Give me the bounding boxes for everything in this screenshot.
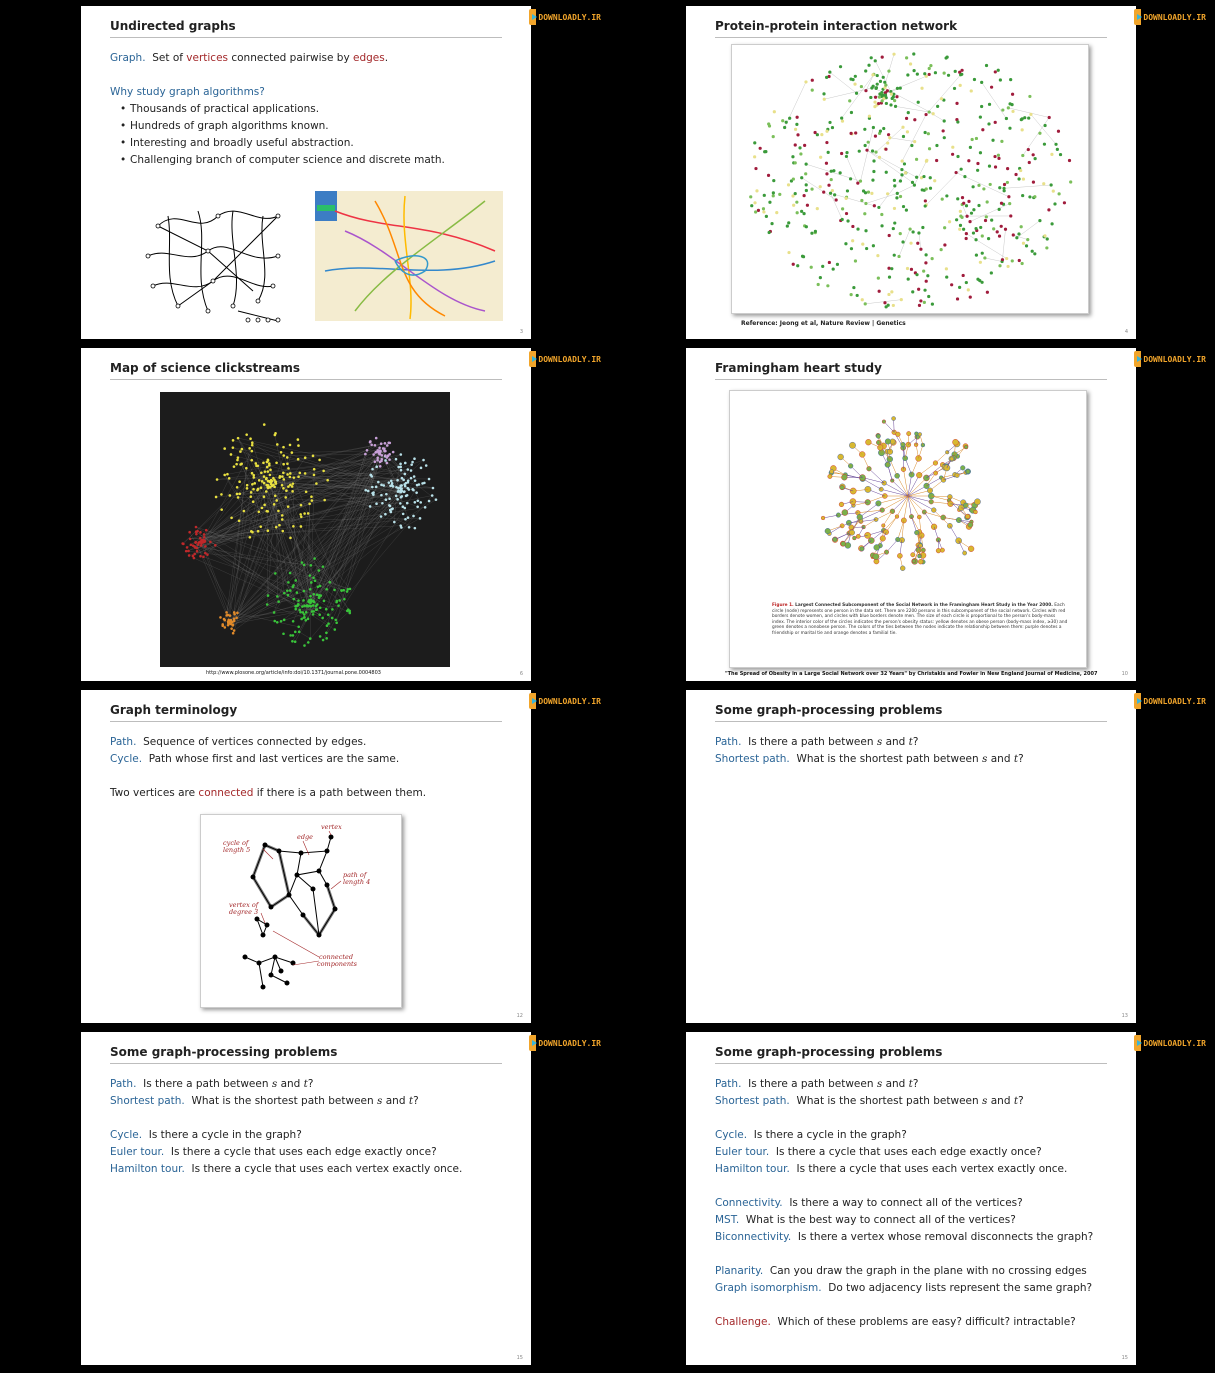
svg-text:path of: path of bbox=[343, 871, 367, 879]
problem-line: MST. What is the best way to connect all of the vertices? bbox=[715, 1214, 1016, 1226]
slide-problems-2[interactable] bbox=[7, 1032, 603, 1365]
bullet-item: • Thousands of practical applications. bbox=[130, 103, 319, 115]
slide-title: Some graph-processing problems bbox=[715, 703, 1107, 722]
logo-icon bbox=[1134, 693, 1141, 709]
logo-icon bbox=[529, 693, 536, 709]
svg-text:cycle of: cycle of bbox=[223, 839, 249, 847]
slide-title: Some graph-processing problems bbox=[715, 1045, 1107, 1064]
graph-drawing bbox=[138, 196, 288, 326]
problem-line: Connectivity. Is there a way to connect all of the vertices? bbox=[715, 1197, 1023, 1209]
problem-line: Graph isomorphism. Do two adjacency lists represent the same graph? bbox=[715, 1282, 1093, 1294]
slide-title: Protein-protein interaction network bbox=[715, 19, 1107, 38]
left-border bbox=[612, 1032, 686, 1365]
source-url[interactable]: http://www.plosone.org/article/info:doi/10.1371/journal.pone.0004803 bbox=[206, 670, 381, 676]
slide-title: Map of science clickstreams bbox=[110, 361, 502, 380]
svg-text:length 4: length 4 bbox=[343, 878, 371, 886]
logo-icon bbox=[1134, 351, 1141, 367]
slide-science-clickstreams[interactable] bbox=[7, 348, 603, 681]
logo-icon bbox=[1134, 1035, 1141, 1051]
problem-line: Biconnectivity. Is there a vertex whose removal disconnects the graph? bbox=[715, 1231, 1094, 1243]
left-border bbox=[7, 690, 81, 1023]
graph-definition: Graph. Set of vertices connected pairwise by edges. bbox=[110, 52, 389, 64]
problem-line: Cycle. Is there a cycle in the graph? bbox=[110, 1129, 302, 1141]
left-border bbox=[612, 348, 686, 681]
left-border bbox=[7, 1032, 81, 1365]
svg-text:edge: edge bbox=[297, 833, 314, 841]
page-number: 3 bbox=[519, 329, 523, 335]
citation: "The Spread of Obesity in a Large Social Network over 32 Years" by Christakis and Fowler in New England Journal of Medicine, 2007 bbox=[725, 671, 1098, 677]
page-number: 15 bbox=[1121, 1355, 1128, 1361]
svg-text:vertex of: vertex of bbox=[229, 901, 259, 909]
right-border bbox=[1136, 348, 1208, 681]
page-number: 10 bbox=[1121, 671, 1128, 677]
problem-line: Shortest path. What is the shortest path between s and t? bbox=[110, 1095, 419, 1107]
left-border bbox=[7, 348, 81, 681]
left-border bbox=[612, 690, 686, 1023]
problem-line: Planarity. Can you draw the graph in the plane with no crossing edges bbox=[715, 1265, 1087, 1277]
problem-line: Euler tour. Is there a cycle that uses each edge exactly once? bbox=[715, 1146, 1042, 1158]
problem-line: Hamilton tour. Is there a cycle that uses each vertex exactly once. bbox=[110, 1163, 463, 1175]
downloadly-logo: DOWNLOADLY.IR bbox=[529, 693, 601, 709]
right-border bbox=[531, 348, 603, 681]
logo-icon bbox=[1134, 9, 1141, 25]
downloadly-logo: DOWNLOADLY.IR bbox=[529, 351, 601, 367]
right-border bbox=[531, 690, 603, 1023]
downloadly-logo: DOWNLOADLY.IR bbox=[1134, 351, 1206, 367]
slide-title: Graph terminology bbox=[110, 703, 502, 722]
question: Why study graph algorithms? bbox=[110, 86, 265, 98]
problem-line: Cycle. Is there a cycle in the graph? bbox=[715, 1129, 907, 1141]
right-border bbox=[1136, 1032, 1208, 1365]
page-number: 4 bbox=[1124, 329, 1128, 335]
problem-line: Path. Is there a path between s and t? bbox=[110, 1078, 314, 1090]
terminology-diagram bbox=[200, 814, 402, 1008]
page-number: 15 bbox=[516, 1355, 523, 1361]
right-border bbox=[1136, 690, 1208, 1023]
problem-line: Euler tour. Is there a cycle that uses each edge exactly once? bbox=[110, 1146, 437, 1158]
svg-text:length 5: length 5 bbox=[223, 846, 251, 854]
right-border bbox=[531, 1032, 603, 1365]
left-border bbox=[612, 6, 686, 339]
slide-title: Undirected graphs bbox=[110, 19, 502, 38]
slide-framingham[interactable] bbox=[612, 348, 1208, 681]
right-border bbox=[1136, 6, 1208, 339]
problem-line: Challenge. Which of these problems are easy? difficult? intractable? bbox=[715, 1316, 1076, 1328]
slide-title: Framingham heart study bbox=[715, 361, 1107, 380]
slide-problems-3[interactable] bbox=[612, 1032, 1208, 1365]
page-number: 12 bbox=[516, 1013, 523, 1019]
svg-text:connected: connected bbox=[319, 953, 354, 961]
svg-text:degree 3: degree 3 bbox=[229, 908, 259, 916]
framingham-figure bbox=[729, 390, 1087, 668]
svg-text:components: components bbox=[317, 960, 357, 968]
svg-text:vertex: vertex bbox=[321, 823, 342, 831]
metro-map bbox=[315, 191, 503, 321]
slide-problems-1[interactable] bbox=[612, 690, 1208, 1023]
downloadly-logo: DOWNLOADLY.IR bbox=[1134, 1035, 1206, 1051]
page-number: 6 bbox=[519, 671, 523, 677]
logo-icon bbox=[529, 351, 536, 367]
problem-line: Shortest path. What is the shortest path between s and t? bbox=[715, 753, 1024, 765]
figure-caption: Figure 1. Largest Connected Subcomponent of the Social Network in the Framingham Heart Study in the Year 2000. Each circle (node) represents one person in the data set. There are 2200 persons in this subcomponent of the social network. Circles with red borders denote women, and circles with blue borders denote men. The size of each circle is proportional to the person's body-mass index. The interior color of the circles indicates the person's obesity status: yellow denotes an obese person (body-mass index, ≥30) and green denotes a nonobese person. The colors of the ties between the nodes indicate the relationship between them: purple denotes a friendship or marital tie and orange denotes a familial tie. bbox=[772, 603, 1068, 636]
cycle-definition: Cycle. Path whose first and last vertices are the same. bbox=[110, 753, 400, 765]
clickstream-map-image bbox=[160, 392, 450, 667]
slide-undirected-graphs[interactable] bbox=[7, 6, 603, 339]
downloadly-logo: DOWNLOADLY.IR bbox=[1134, 9, 1206, 25]
problem-line: Hamilton tour. Is there a cycle that uses each vertex exactly once. bbox=[715, 1163, 1068, 1175]
logo-icon bbox=[529, 1035, 536, 1051]
logo-icon bbox=[529, 9, 536, 25]
bullet-item: • Hundreds of graph algorithms known. bbox=[130, 120, 329, 132]
problem-line: Path. Is there a path between s and t? bbox=[715, 736, 919, 748]
slide-graph-terminology[interactable] bbox=[7, 690, 603, 1023]
bullet-item: • Interesting and broadly useful abstraction. bbox=[130, 137, 354, 149]
right-border bbox=[531, 6, 603, 339]
downloadly-logo: DOWNLOADLY.IR bbox=[1134, 693, 1206, 709]
downloadly-logo: DOWNLOADLY.IR bbox=[529, 1035, 601, 1051]
problem-line: Path. Is there a path between s and t? bbox=[715, 1078, 919, 1090]
slide-protein-network[interactable] bbox=[612, 6, 1208, 339]
path-definition: Path. Sequence of vertices connected by edges. bbox=[110, 736, 367, 748]
downloadly-logo: DOWNLOADLY.IR bbox=[529, 9, 601, 25]
connected-definition: Two vertices are connected if there is a path between them. bbox=[110, 787, 427, 799]
page-number: 13 bbox=[1121, 1013, 1128, 1019]
slide-title: Some graph-processing problems bbox=[110, 1045, 502, 1064]
protein-network-image bbox=[731, 44, 1089, 314]
bullet-item: • Challenging branch of computer science and discrete math. bbox=[130, 154, 445, 166]
problem-line: Shortest path. What is the shortest path between s and t? bbox=[715, 1095, 1024, 1107]
left-border bbox=[7, 6, 81, 339]
reference: Reference: Jeong et al, Nature Review | Genetics bbox=[741, 320, 906, 327]
